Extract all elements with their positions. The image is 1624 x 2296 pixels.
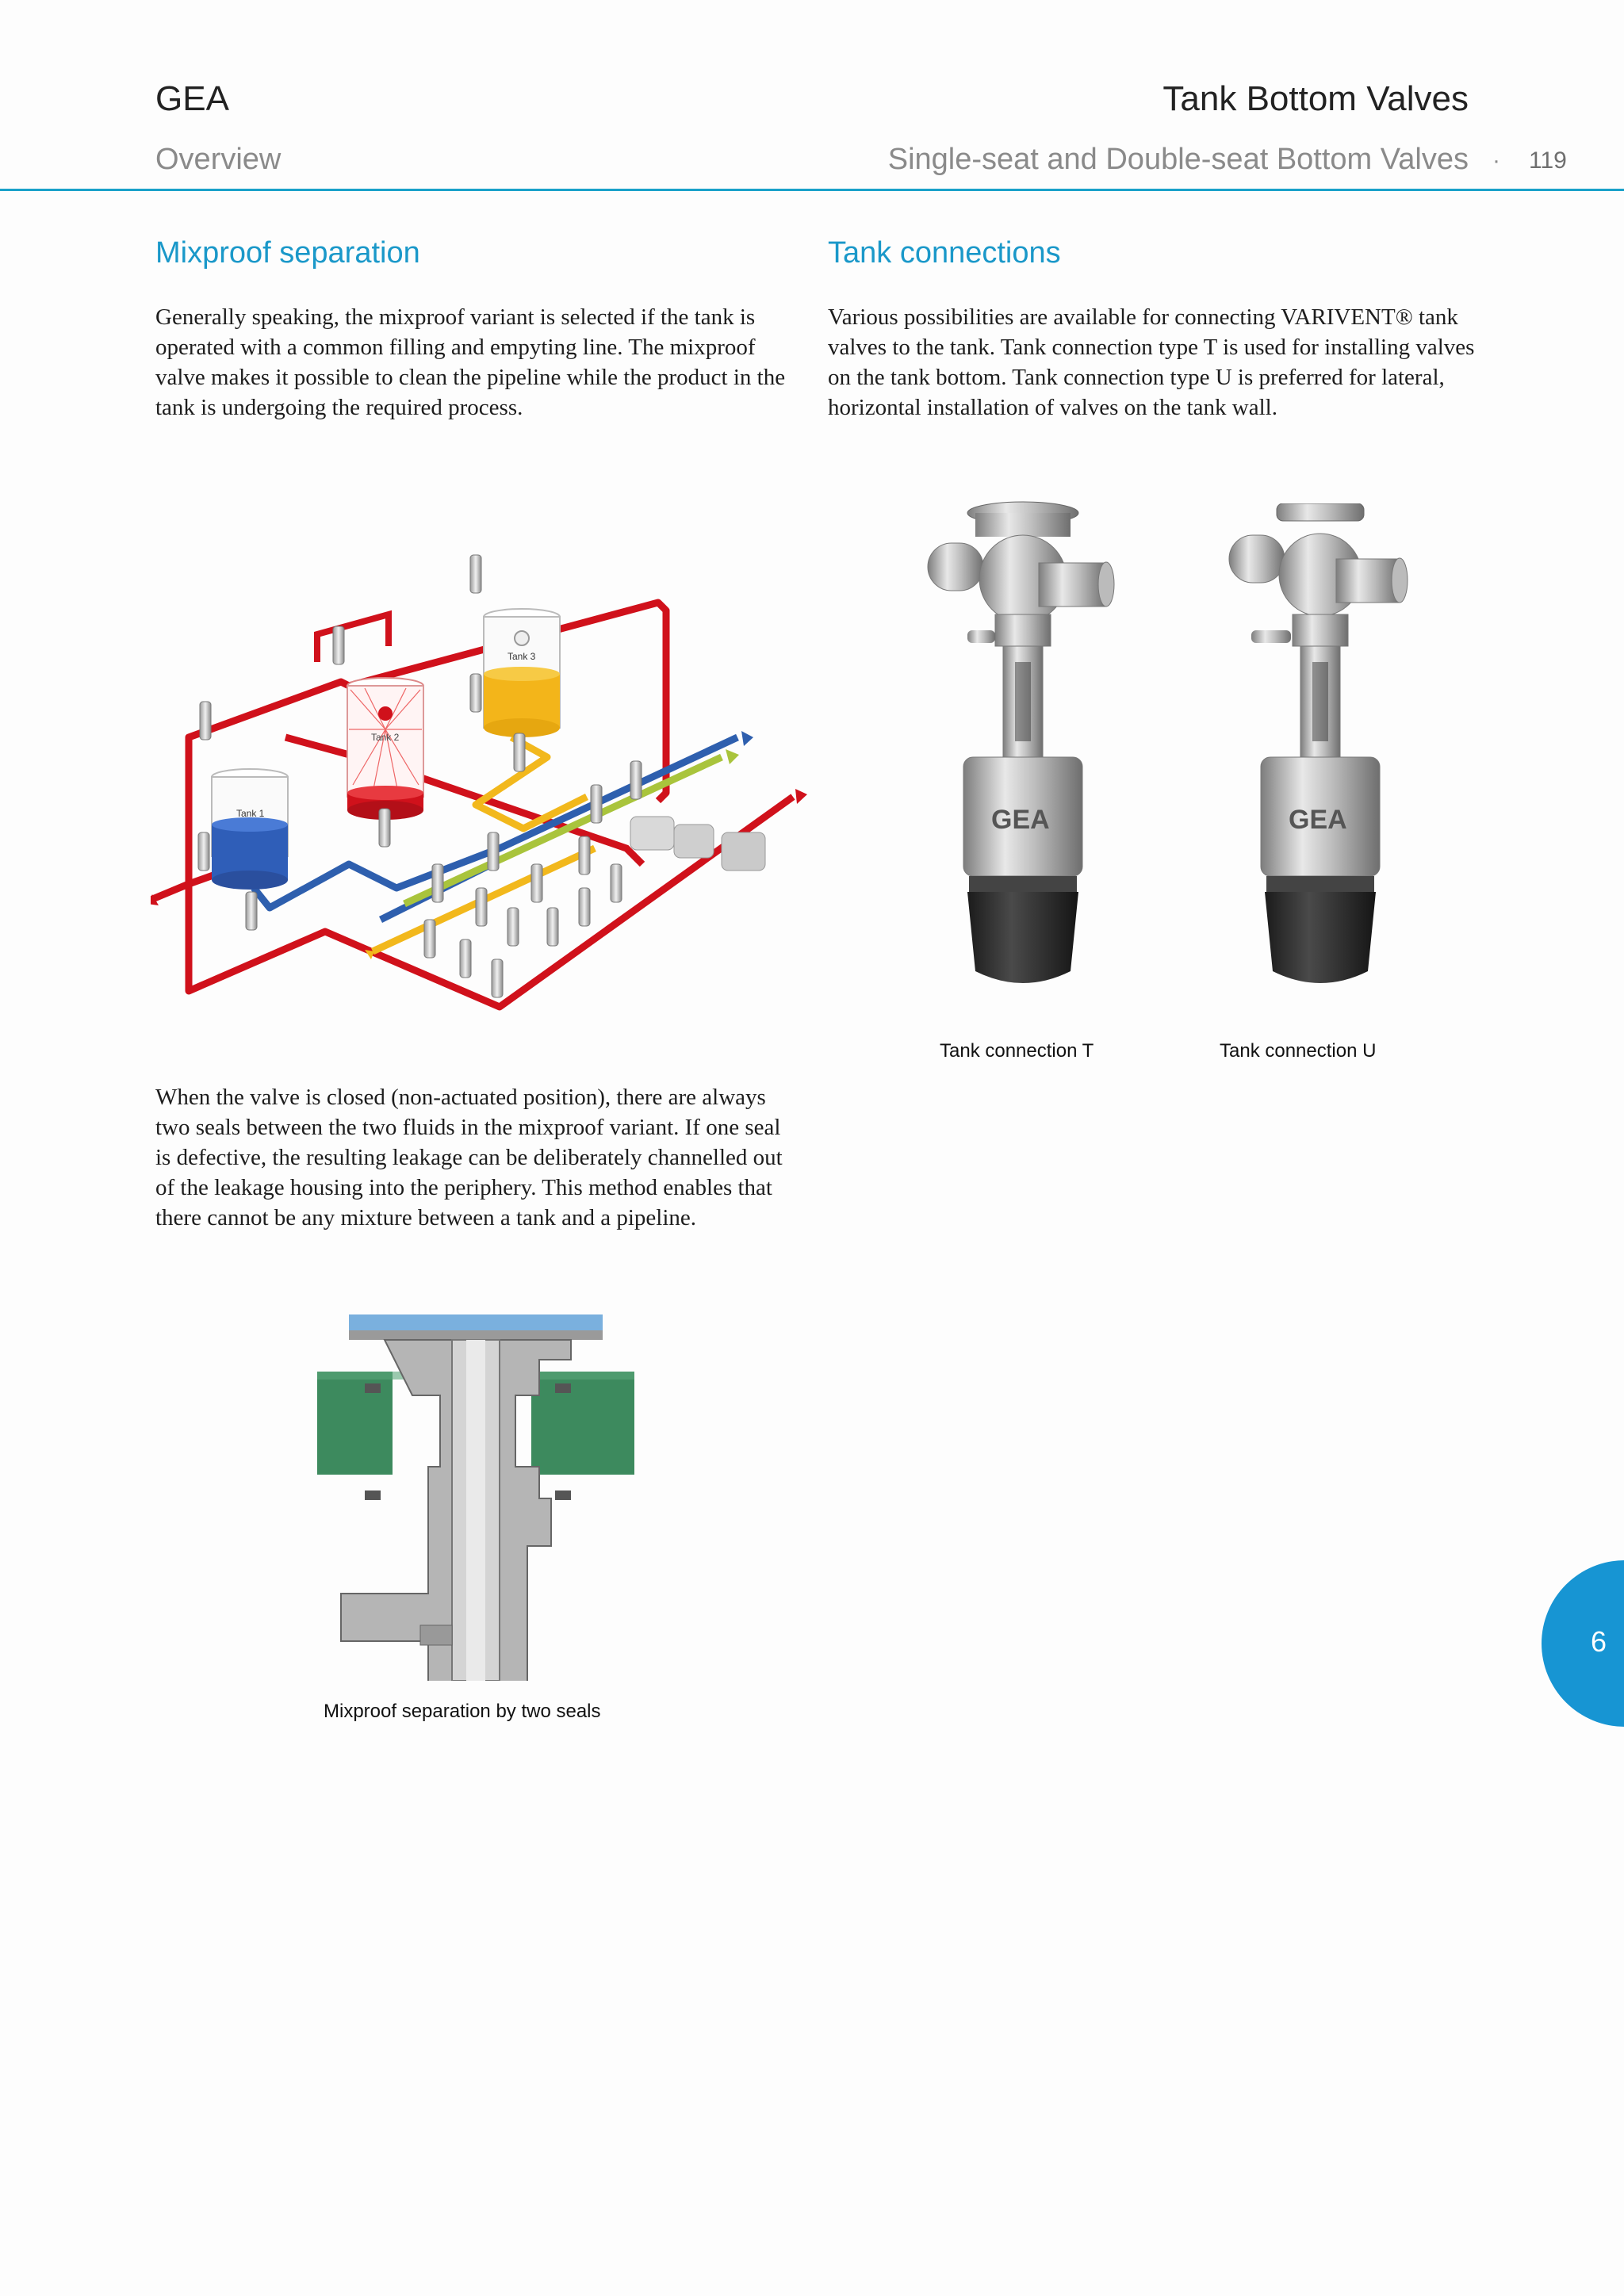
- page-title: Tank Bottom Valves: [1162, 79, 1469, 118]
- heading-mixproof-separation: Mixproof separation: [155, 236, 420, 270]
- valve-u-logo: GEA: [1289, 805, 1347, 835]
- tank-1-label: Tank 1: [236, 808, 265, 819]
- heading-tank-connections: Tank connections: [828, 236, 1061, 270]
- tank-pipeline-diagram: [151, 476, 809, 1023]
- tank-1: [212, 769, 288, 890]
- caption-tank-connection-t: Tank connection T: [940, 1040, 1094, 1062]
- tank-3-label: Tank 3: [508, 651, 536, 662]
- caption-tank-connection-u: Tank connection U: [1220, 1040, 1377, 1062]
- chapter-tab[interactable]: [1542, 1560, 1624, 1727]
- paragraph-tank-connections: Various possibilities are available for connecting VARIVENT® tank valves to the tank. Tank connection type T is used for installing valves on the tank bottom. Tank connection type U is preferred for lateral, horizontal installation of valves on the tank wall.: [828, 304, 1475, 420]
- page-number: 119: [1529, 147, 1567, 174]
- valve-tank-connection-u-image: [1221, 503, 1427, 1003]
- tank-3: [484, 609, 560, 737]
- page-subtitle: Single-seat and Double-seat Bottom Valves: [887, 143, 1469, 176]
- tank-2: [347, 678, 423, 820]
- valve-tank-connection-t-image: [920, 496, 1126, 1003]
- tank-2-label: Tank 2: [371, 732, 400, 743]
- section-label: Overview: [155, 143, 282, 176]
- caption-mixproof-seals: Mixproof separation by two seals: [324, 1701, 601, 1722]
- header-separator: ·: [1492, 147, 1500, 174]
- valve-section-image: [317, 1308, 682, 1681]
- paragraph-mixproof-seals: When the valve is closed (non-actuated position), there are always two seals between the two fluids in the mixproof variant. If one seal is defective, the resulting leakage can be deliberately channelled out of the leakage housing into the periphery. This method enables that there cannot be any mixture between a tank and a pipeline.: [155, 1085, 783, 1230]
- paragraph-mixproof-intro: Generally speaking, the mixproof variant is selected if the tank is operated with a common filling and empyting line. The mixproof valve makes it possible to clean the pipeline while the product in the tank is undergoing the required process.: [155, 304, 786, 420]
- chapter-tab-number: 6: [1591, 1625, 1607, 1658]
- brand-name: GEA: [155, 79, 229, 118]
- header-rule: [0, 189, 1624, 191]
- valve-t-logo: GEA: [991, 805, 1050, 835]
